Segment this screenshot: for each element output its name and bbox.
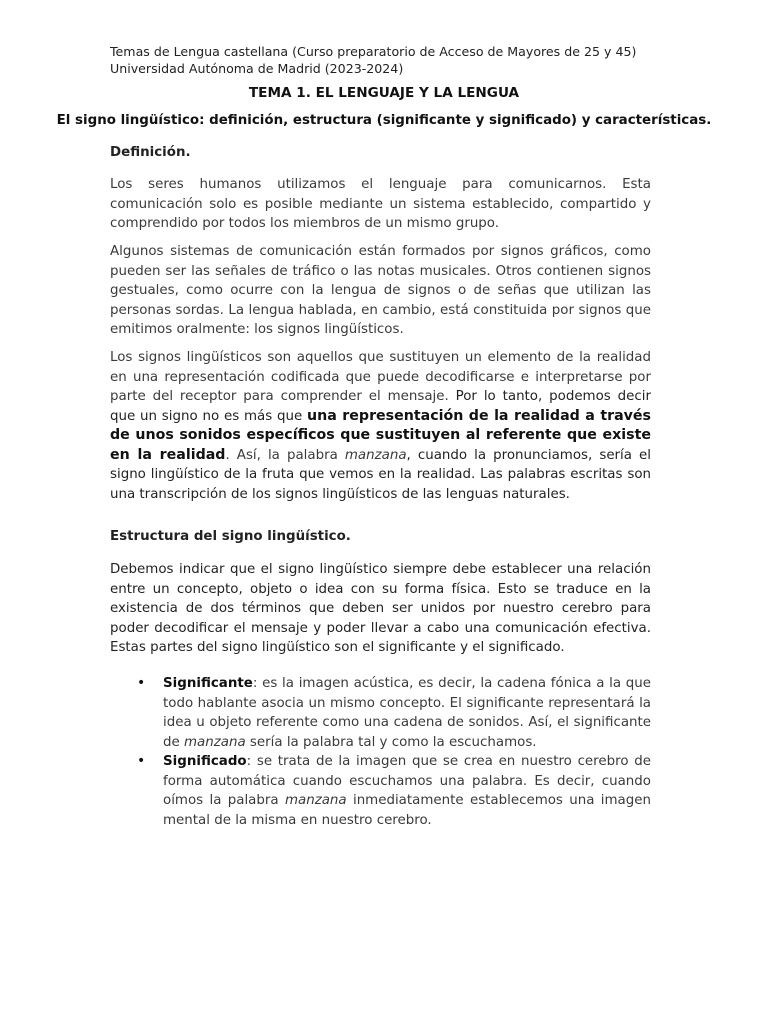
section-heading-definicion: Definición. xyxy=(110,145,191,160)
header-line-1: Temas de Lengua castellana (Curso preparatorio de Acceso de Mayores de 25 y 45) xyxy=(110,44,637,59)
bullet-text-end: inmediatamente establecemos una imagen mental de la misma en nuestro cerebro. xyxy=(163,793,651,828)
bullet-italic: manzana xyxy=(284,793,347,808)
bullet-icon: • xyxy=(137,675,146,691)
paragraph-estructura-1: Debemos indicar que el signo lingüístico siempre debe establecer una relación entre un concepto, objeto o idea con su forma física. Esto se traduce en la existencia de dos términos que deben ser unidos por nuestro cerebro para poder decodificar el mensaje y poder llevar a cabo una comunicación efectiva. Estas partes del signo lingüístico son el significante y el significado. xyxy=(110,562,651,655)
bullet-text: : es la imagen acústica, es decir, la cadena fónica a la que todo hablante asocia un mismo concepto. El significante representará la idea u objeto referente como una cadena de sonidos. Así, el significante de xyxy=(163,676,651,750)
document-header xyxy=(110,43,636,77)
bullet-icon: • xyxy=(137,753,146,769)
bullet-list xyxy=(110,674,651,830)
p3-bold-definition: una representación de la realidad a través de unos sonidos específicos que sustituyen al referente que existe en la realidad xyxy=(110,407,651,463)
bullet-text: : se trata de la imagen que se crea en nuestro cerebro de forma automática cuando escuchamos una palabra. Es decir, cuando oímos la palabra xyxy=(163,754,651,808)
p3-italic-word: manzana xyxy=(344,447,407,463)
header-line-2: Universidad Autónoma de Madrid (2023-2024) xyxy=(110,61,404,76)
p3-part-d: , cuando la pronunciamos, sería el signo lingüístico de la fruta que vemos en la realidad. Las palabras escritas son una transcripción de los signos lingüísticos de las lenguas naturales. xyxy=(110,447,652,502)
bullet-term: Significado xyxy=(163,754,247,769)
bullet-italic: manzana xyxy=(184,734,246,750)
list-item xyxy=(110,674,651,752)
list-item xyxy=(110,752,651,830)
paragraph-definicion-3 xyxy=(110,348,651,504)
section-heading-estructura: Estructura del signo lingüístico. xyxy=(110,529,351,544)
bullet-text-end: sería la palabra tal y como la escuchamos. xyxy=(245,734,537,750)
page-title: TEMA 1. EL LENGUAJE Y LA LENGUA xyxy=(248,85,520,101)
page-subtitle: El signo lingüístico: definición, estructura (significante y significado) y características. xyxy=(56,113,712,128)
bullet-term: Significante xyxy=(163,676,253,691)
paragraph-definicion-2: Algunos sistemas de comunicación están formados por signos gráficos, como pueden ser las señales de tráfico o las notas musicales. Otros contienen signos gestuales, como ocurre con la lengua de signos o de señas que utilizan las personas sordas. La lengua hablada, en cambio, está constituida por signos que emitimos oralmente: los signos lingüísticos. xyxy=(110,244,651,337)
p3-part-b: Por lo tanto, podemos decir que un signo no es más que xyxy=(110,389,651,424)
p3-part-a: Los signos lingüísticos son aquellos que sustituyen un elemento de la realidad en una representación codificada que puede decodificarse e interpretarse por parte del receptor para comprender el mensaje. xyxy=(110,350,651,404)
paragraph-definicion-1: Los seres humanos utilizamos el lenguaje para comunicarnos. Esta comunicación solo es posible mediante un sistema establecido, compartido y comprendido por todos los miembros de un mismo grupo. xyxy=(110,177,651,231)
p3-part-c: . Así, la palabra xyxy=(225,447,345,463)
